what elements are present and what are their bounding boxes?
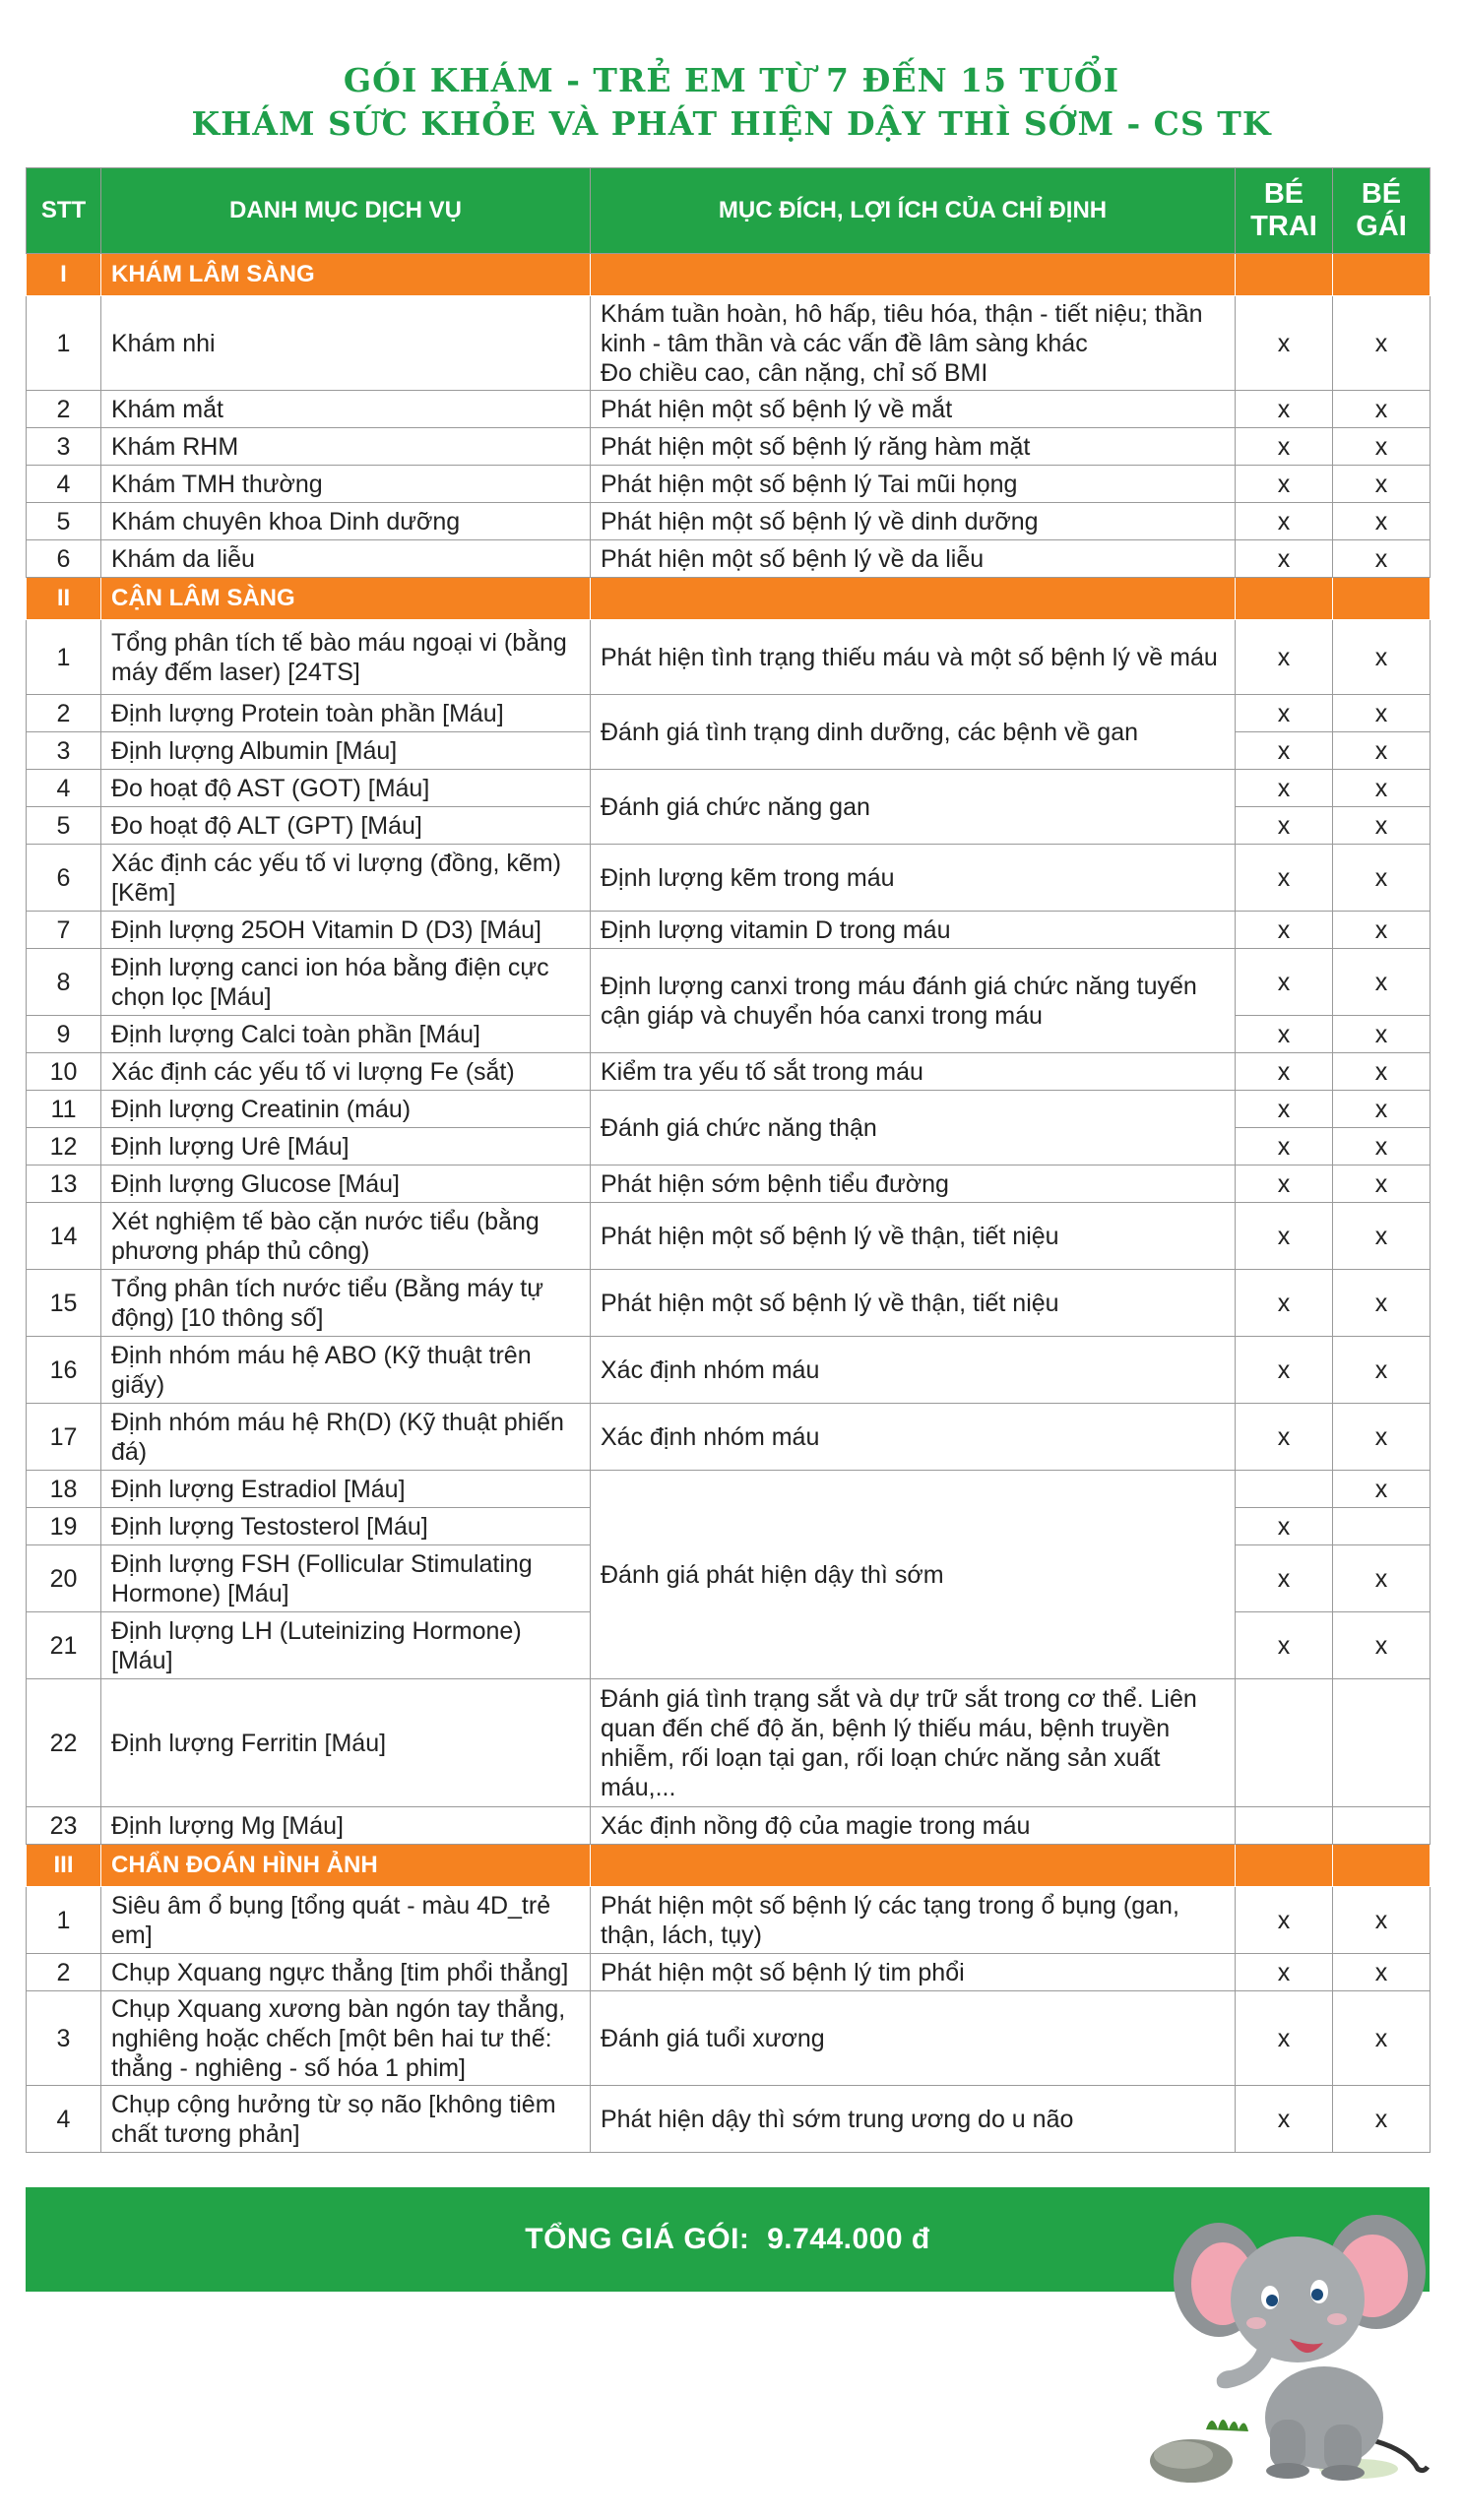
mark-boy: x	[1236, 1270, 1333, 1337]
row-purpose: Phát hiện một số bệnh lý về thận, tiết niệu	[591, 1203, 1236, 1270]
row-service: Đo hoạt độ AST (GOT) [Máu]	[101, 770, 591, 807]
table-row	[27, 1679, 1431, 1807]
table-row	[27, 845, 1431, 912]
row-stt: 15	[27, 1270, 101, 1337]
row-purpose: Phát hiện một số bệnh lý tim phổi	[591, 1954, 1236, 1991]
mark-girl: x	[1333, 428, 1431, 466]
row-service: Chụp Xquang ngực thẳng [tim phổi thẳng]	[101, 1954, 591, 1991]
row-service: Khám da liễu	[101, 540, 591, 578]
mark-girl: x	[1333, 949, 1431, 1016]
row-service: Định lượng canci ion hóa bằng điện cực chọn lọc [Máu]	[101, 949, 591, 1016]
total-value: 9.744.000 đ	[767, 2223, 930, 2255]
row-stt: 7	[27, 912, 101, 949]
row-purpose: Định lượng kẽm trong máu	[591, 845, 1236, 912]
row-service: Siêu âm ổ bụng [tổng quát - màu 4D_trẻ em]	[101, 1887, 591, 1954]
mark-girl-empty	[1333, 1807, 1431, 1845]
section-label: KHÁM LÂM SÀNG	[101, 254, 591, 296]
mark-boy: x	[1236, 1545, 1333, 1612]
table-row	[27, 1053, 1431, 1091]
table-row	[27, 1887, 1431, 1954]
mark-girl: x	[1333, 1091, 1431, 1128]
row-purpose-line: Khám tuần hoàn, hô hấp, tiêu hóa, thận - tiết niệu; thần kinh - tâm thần và các vấn đề lâm sàng khác	[601, 299, 1203, 357]
table-row	[27, 1404, 1431, 1471]
mark-boy: x	[1236, 1991, 1333, 2086]
table-row	[27, 620, 1431, 695]
mark-boy: x	[1236, 1612, 1333, 1679]
row-service: Định lượng Albumin [Máu]	[101, 732, 591, 770]
table-row	[27, 1270, 1431, 1337]
mark-boy: x	[1236, 2086, 1333, 2153]
mark-boy: x	[1236, 620, 1333, 695]
table-row	[27, 912, 1431, 949]
mark-boy: x	[1236, 1337, 1333, 1404]
row-service: Định lượng Glucose [Máu]	[101, 1166, 591, 1203]
table-row	[27, 1954, 1431, 1991]
row-stt: 23	[27, 1807, 101, 1845]
mark-girl: x	[1333, 732, 1431, 770]
mark-girl: x	[1333, 1270, 1431, 1337]
mark-girl: x	[1333, 620, 1431, 695]
row-service: Tổng phân tích nước tiểu (Bằng máy tự động) [10 thông số]	[101, 1270, 591, 1337]
row-service: Định lượng Testosterol [Máu]	[101, 1508, 591, 1545]
row-stt: 4	[27, 2086, 101, 2153]
mark-girl: x	[1333, 503, 1431, 540]
row-purpose	[591, 296, 1236, 391]
mark-girl: x	[1333, 807, 1431, 845]
mark-girl: x	[1333, 1053, 1431, 1091]
mark-girl: x	[1333, 1471, 1431, 1508]
table-row	[27, 770, 1431, 807]
mark-boy-empty	[1236, 1471, 1333, 1508]
row-purpose: Phát hiện một số bệnh lý răng hàm mặt	[591, 428, 1236, 466]
mark-boy: x	[1236, 949, 1333, 1016]
row-service: Chụp Xquang xương bàn ngón tay thẳng, nghiêng hoặc chếch [một bên hai tư thế: thẳng - nghiêng - số hóa 1 phim]	[101, 1991, 591, 2086]
table-row	[27, 2086, 1431, 2153]
mark-girl: x	[1333, 1545, 1431, 1612]
row-stt: 20	[27, 1545, 101, 1612]
row-service: Định lượng Creatinin (máu)	[101, 1091, 591, 1128]
row-purpose: Kiểm tra yếu tố sắt trong máu	[591, 1053, 1236, 1091]
mark-boy: x	[1236, 1203, 1333, 1270]
row-service: Định lượng LH (Luteinizing Hormone) [Máu]	[101, 1612, 591, 1679]
row-service: Xét nghiệm tế bào cặn nước tiểu (bằng phương pháp thủ công)	[101, 1203, 591, 1270]
section-label: CẬN LÂM SÀNG	[101, 578, 591, 620]
row-stt: 1	[27, 296, 101, 391]
mark-boy: x	[1236, 807, 1333, 845]
mark-girl: x	[1333, 1887, 1431, 1954]
row-stt: 14	[27, 1203, 101, 1270]
row-service: Định lượng Estradiol [Máu]	[101, 1471, 591, 1508]
row-service: Định lượng 25OH Vitamin D (D3) [Máu]	[101, 912, 591, 949]
mark-boy: x	[1236, 1954, 1333, 1991]
mark-girl: x	[1333, 845, 1431, 912]
table-row	[27, 428, 1431, 466]
mark-boy: x	[1236, 1404, 1333, 1471]
header-service: DANH MỤC DỊCH VỤ	[101, 168, 591, 254]
row-stt: 3	[27, 428, 101, 466]
mark-girl: x	[1333, 1016, 1431, 1053]
table-row	[27, 1203, 1431, 1270]
table-row	[27, 1166, 1431, 1203]
row-service: Khám RHM	[101, 428, 591, 466]
row-service: Định lượng Protein toàn phần [Máu]	[101, 695, 591, 732]
mark-girl-empty	[1333, 1508, 1431, 1545]
row-stt: 3	[27, 1991, 101, 2086]
row-service: Định lượng FSH (Follicular Stimulating Hormone) [Máu]	[101, 1545, 591, 1612]
mark-girl: x	[1333, 1404, 1431, 1471]
row-purpose: Phát hiện một số bệnh lý về da liễu	[591, 540, 1236, 578]
row-stt: 18	[27, 1471, 101, 1508]
row-service: Xác định các yếu tố vi lượng Fe (sắt)	[101, 1053, 591, 1091]
row-stt: 10	[27, 1053, 101, 1091]
row-service: Khám nhi	[101, 296, 591, 391]
mark-boy: x	[1236, 1091, 1333, 1128]
row-stt: 6	[27, 845, 101, 912]
row-purpose: Phát hiện sớm bệnh tiểu đường	[591, 1166, 1236, 1203]
row-service: Định nhóm máu hệ Rh(D) (Kỹ thuật phiến đá)	[101, 1404, 591, 1471]
row-purpose: Đánh giá tình trạng sắt và dự trữ sắt trong cơ thể. Liên quan đến chế độ ăn, bệnh lý thiếu máu, bệnh truyền nhiễm, rối loạn tại gan, rối loạn chức năng sản xuất máu,...	[591, 1679, 1236, 1807]
table-row	[27, 1337, 1431, 1404]
mark-boy: x	[1236, 1887, 1333, 1954]
row-purpose: Đánh giá tình trạng dinh dưỡng, các bệnh về gan	[591, 695, 1236, 770]
mark-girl: x	[1333, 1954, 1431, 1991]
row-stt: 21	[27, 1612, 101, 1679]
table-row	[27, 503, 1431, 540]
row-stt: 4	[27, 466, 101, 503]
section-row-clinical	[27, 254, 1431, 296]
mark-girl: x	[1333, 770, 1431, 807]
row-service: Định lượng Ferritin [Máu]	[101, 1679, 591, 1807]
header-boy-line1: BÉ	[1263, 178, 1304, 210]
row-stt: 8	[27, 949, 101, 1016]
mark-boy: x	[1236, 466, 1333, 503]
row-purpose: Định lượng vitamin D trong máu	[591, 912, 1236, 949]
mark-boy: x	[1236, 391, 1333, 428]
total-label: TỔNG GIÁ GÓI:	[525, 2223, 750, 2255]
row-service: Khám TMH thường	[101, 466, 591, 503]
mark-boy: x	[1236, 296, 1333, 391]
row-stt: 16	[27, 1337, 101, 1404]
header-boy-line2: TRAI	[1250, 211, 1317, 242]
row-stt: 4	[27, 770, 101, 807]
row-purpose: Đánh giá chức năng gan	[591, 770, 1236, 845]
mark-girl-empty	[1333, 1679, 1431, 1807]
row-service: Định lượng Urê [Máu]	[101, 1128, 591, 1166]
row-service: Định lượng Mg [Máu]	[101, 1807, 591, 1845]
row-stt: 12	[27, 1128, 101, 1166]
header-girl-line1: BÉ	[1361, 178, 1402, 210]
row-service: Khám mắt	[101, 391, 591, 428]
row-purpose: Đánh giá phát hiện dậy thì sớm	[591, 1471, 1236, 1679]
table-row	[27, 540, 1431, 578]
mark-girl: x	[1333, 1128, 1431, 1166]
mark-girl: x	[1333, 1203, 1431, 1270]
mark-boy: x	[1236, 540, 1333, 578]
row-purpose: Phát hiện một số bệnh lý các tạng trong ổ bụng (gan, thận, lách, tụy)	[591, 1887, 1236, 1954]
row-stt: 1	[27, 1887, 101, 1954]
mark-girl: x	[1333, 1991, 1431, 2086]
section-label: CHẨN ĐOÁN HÌNH ẢNH	[101, 1845, 591, 1887]
row-stt: 5	[27, 503, 101, 540]
row-service: Định lượng Calci toàn phần [Máu]	[101, 1016, 591, 1053]
row-stt: 6	[27, 540, 101, 578]
table-row	[27, 1991, 1431, 2086]
package-title: GÓI KHÁM - TRẺ EM TỪ 7 ĐẾN 15 TUỔI	[343, 61, 1120, 99]
mark-boy: x	[1236, 428, 1333, 466]
elephant-mascot-icon	[1113, 2203, 1437, 2498]
row-service: Xác định các yếu tố vi lượng (đồng, kẽm) [Kẽm]	[101, 845, 591, 912]
mark-boy: x	[1236, 1128, 1333, 1166]
row-purpose: Xác định nồng độ của magie trong máu	[591, 1807, 1236, 1845]
table-row	[27, 695, 1431, 732]
package-subtitle: KHÁM SỨC KHỎE VÀ PHÁT HIỆN DẬY THÌ SỚM - CS TK	[191, 104, 1272, 143]
row-stt: 2	[27, 695, 101, 732]
mark-girl: x	[1333, 540, 1431, 578]
row-purpose: Định lượng canxi trong máu đánh giá chức năng tuyến cận giáp và chuyển hóa canxi trong máu	[591, 949, 1236, 1053]
mark-boy: x	[1236, 845, 1333, 912]
mark-boy-empty	[1236, 1679, 1333, 1807]
table-row	[27, 1091, 1431, 1128]
row-service: Định nhóm máu hệ ABO (Kỹ thuật trên giấy)	[101, 1337, 591, 1404]
row-stt: 1	[27, 620, 101, 695]
row-stt: 3	[27, 732, 101, 770]
table-row	[27, 1471, 1431, 1508]
row-purpose: Xác định nhóm máu	[591, 1404, 1236, 1471]
mark-girl: x	[1333, 912, 1431, 949]
row-stt: 11	[27, 1091, 101, 1128]
row-service: Đo hoạt độ ALT (GPT) [Máu]	[101, 807, 591, 845]
mark-boy-empty	[1236, 1807, 1333, 1845]
section-row-imaging	[27, 1845, 1431, 1887]
row-stt: 17	[27, 1404, 101, 1471]
row-purpose-line: Đo chiều cao, cân nặng, chỉ số BMI	[601, 358, 988, 387]
row-purpose: Phát hiện dậy thì sớm trung ương do u não	[591, 2086, 1236, 2153]
header-girl	[1333, 168, 1431, 254]
row-purpose: Đánh giá tuổi xương	[591, 1991, 1236, 2086]
mark-boy: x	[1236, 1053, 1333, 1091]
service-table	[26, 167, 1431, 2153]
mark-girl: x	[1333, 1337, 1431, 1404]
row-service: Khám chuyên khoa Dinh dưỡng	[101, 503, 591, 540]
row-purpose: Xác định nhóm máu	[591, 1337, 1236, 1404]
mark-boy: x	[1236, 503, 1333, 540]
row-purpose: Đánh giá chức năng thận	[591, 1091, 1236, 1166]
mark-girl: x	[1333, 695, 1431, 732]
table-header-row	[27, 168, 1431, 254]
row-stt: 22	[27, 1679, 101, 1807]
row-purpose: Phát hiện một số bệnh lý về mắt	[591, 391, 1236, 428]
mark-boy: x	[1236, 1508, 1333, 1545]
table-row	[27, 1807, 1431, 1845]
header-stt: STT	[27, 168, 101, 254]
header-girl-line2: GÁI	[1356, 211, 1407, 242]
row-purpose: Phát hiện một số bệnh lý về thận, tiết niệu	[591, 1270, 1236, 1337]
mark-boy: x	[1236, 1166, 1333, 1203]
table-row	[27, 391, 1431, 428]
section-row-paraclinical	[27, 578, 1431, 620]
row-stt: 5	[27, 807, 101, 845]
header-boy	[1236, 168, 1333, 254]
row-purpose: Phát hiện tình trạng thiếu máu và một số bệnh lý về máu	[591, 620, 1236, 695]
mark-girl: x	[1333, 296, 1431, 391]
mark-boy: x	[1236, 1016, 1333, 1053]
row-stt: 2	[27, 1954, 101, 1991]
mark-girl: x	[1333, 1166, 1431, 1203]
row-stt: 19	[27, 1508, 101, 1545]
mark-boy: x	[1236, 770, 1333, 807]
table-row	[27, 296, 1431, 391]
row-stt: 9	[27, 1016, 101, 1053]
mark-girl: x	[1333, 1612, 1431, 1679]
mark-boy: x	[1236, 695, 1333, 732]
row-purpose: Phát hiện một số bệnh lý Tai mũi họng	[591, 466, 1236, 503]
mark-girl: x	[1333, 2086, 1431, 2153]
row-service: Chụp cộng hưởng từ sọ não [không tiêm chất tương phản]	[101, 2086, 591, 2153]
row-stt: 2	[27, 391, 101, 428]
section-number: III	[27, 1845, 101, 1887]
table-row	[27, 949, 1431, 1016]
mark-girl: x	[1333, 466, 1431, 503]
mark-boy: x	[1236, 732, 1333, 770]
section-number: I	[27, 254, 101, 296]
section-number: II	[27, 578, 101, 620]
row-stt: 13	[27, 1166, 101, 1203]
table-row	[27, 466, 1431, 503]
row-purpose: Phát hiện một số bệnh lý về dinh dưỡng	[591, 503, 1236, 540]
mark-girl: x	[1333, 391, 1431, 428]
mark-boy: x	[1236, 912, 1333, 949]
row-service: Tổng phân tích tế bào máu ngoại vi (bằng máy đếm laser) [24TS]	[101, 620, 591, 695]
header-purpose: MỤC ĐÍCH, LỢI ÍCH CỦA CHỈ ĐỊNH	[591, 168, 1236, 254]
